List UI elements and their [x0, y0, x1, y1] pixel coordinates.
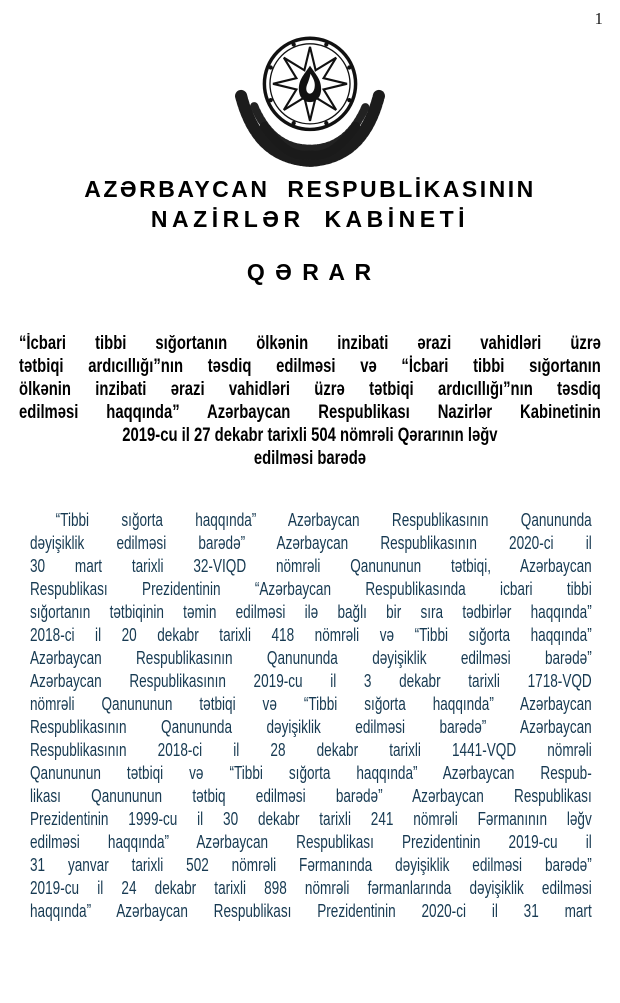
- text-line: nömrəli Qanununun tətbiqi və “Tibbi sığorta haqqında” Azərbaycan: [30, 694, 592, 714]
- text-line: Azərbaycan Respublikasının Qanununda dəyişiklik edilməsi barədə”: [30, 648, 592, 668]
- text-line: Prezidentinin 1999-cu il 30 dekabr tarixli 241 nömrəli Fərmanının ləğv: [30, 809, 592, 829]
- text-line: “İcbari tibbi sığortanın ölkənin inzibati ərazi vahidləri üzrə: [19, 333, 601, 354]
- text-line: Azərbaycan Respublikasının 2019-cu il 3 dekabr tarixli 1718-VQD: [30, 671, 592, 691]
- decree-title: [19, 332, 601, 470]
- text-line: 30 mart tarixli 32-VIQD nömrəli Qanununun tətbiqi, Azərbaycan: [30, 556, 592, 576]
- text-line: 31 yanvar tarixli 502 nömrəli Fərmanında dəyişiklik edilməsi barədə”: [30, 855, 592, 875]
- text-line: Respublikasının Qanununda dəyişiklik edilməsi barədə” Azərbaycan: [30, 717, 592, 737]
- text-line: Qanununun tətbiqi və “Tibbi sığorta haqqında” Azərbaycan Respub-: [30, 763, 592, 783]
- text-line: sığortanın tətbiqinin təmin edilməsi ilə bağlı bir sıra tədbirlər haqqında”: [30, 602, 592, 622]
- decree-title-centered-lines: [19, 424, 601, 470]
- organization-name: [0, 176, 620, 233]
- page-number: 1: [594, 9, 603, 28]
- body-paragraph: [30, 509, 592, 923]
- text-line: edilməsi barədə: [253, 448, 367, 469]
- text-line: tətbiqi ardıcıllığı”nın təsdiq edilməsi və “İcbari tibbi sığortanın: [19, 356, 601, 377]
- body-paragraph-lines: [30, 509, 592, 923]
- text-line: ölkənin inzibati ərazi vahidləri üzrə tətbiqi ardıcıllığı”nın təsdiq: [19, 379, 601, 400]
- text-line: Respublikasının 2018-ci il 28 dekabr tarixli 1441-VQD nömrəli: [30, 740, 592, 760]
- text-line: dəyişiklik edilməsi barədə” Azərbaycan Respublikasının 2020-ci il: [30, 533, 592, 553]
- text-line: edilməsi haqqında” Azərbaycan Respublikası Prezidentinin 2019-cu il: [30, 832, 592, 852]
- decree-title-justified-lines: [19, 332, 601, 424]
- text-line: 2018-ci il 20 dekabr tarixli 418 nömrəli və “Tibbi sığorta haqqında”: [30, 625, 592, 645]
- organization-name-line1: AZƏRBAYCAN RESPUBLİKASININ: [84, 176, 536, 202]
- text-line: 2019-cu il 27 dekabr tarixli 504 nömrəli Qərarının ləğv: [122, 425, 498, 446]
- text-line: haqqında” Azərbaycan Respublikası Prezidentinin 2020-ci il 31 mart: [30, 901, 592, 921]
- text-line: Respublikası Prezidentinin “Azərbaycan Respublikasında icbari tibbi: [30, 579, 592, 599]
- document-type-heading: Q Ə R A R: [246, 259, 374, 285]
- text-line: edilməsi haqqında” Azərbaycan Respublikası Nazirlər Kabinetinin: [19, 402, 601, 423]
- text-line: 2019-cu il 24 dekabr tarixli 898 nömrəli fərmanlarında dəyişiklik edilməsi: [30, 878, 592, 898]
- text-line: likası Qanununun tətbiq edilməsi barədə” Azərbaycan Respublikası: [30, 786, 592, 806]
- azerbaijan-coat-of-arms-icon: [0, 25, 620, 167]
- organization-name-line2: NAZİRLƏR KABİNETİ: [150, 206, 470, 232]
- text-line: “Tibbi sığorta haqqında” Azərbaycan Respublikasının Qanununda: [55, 510, 592, 530]
